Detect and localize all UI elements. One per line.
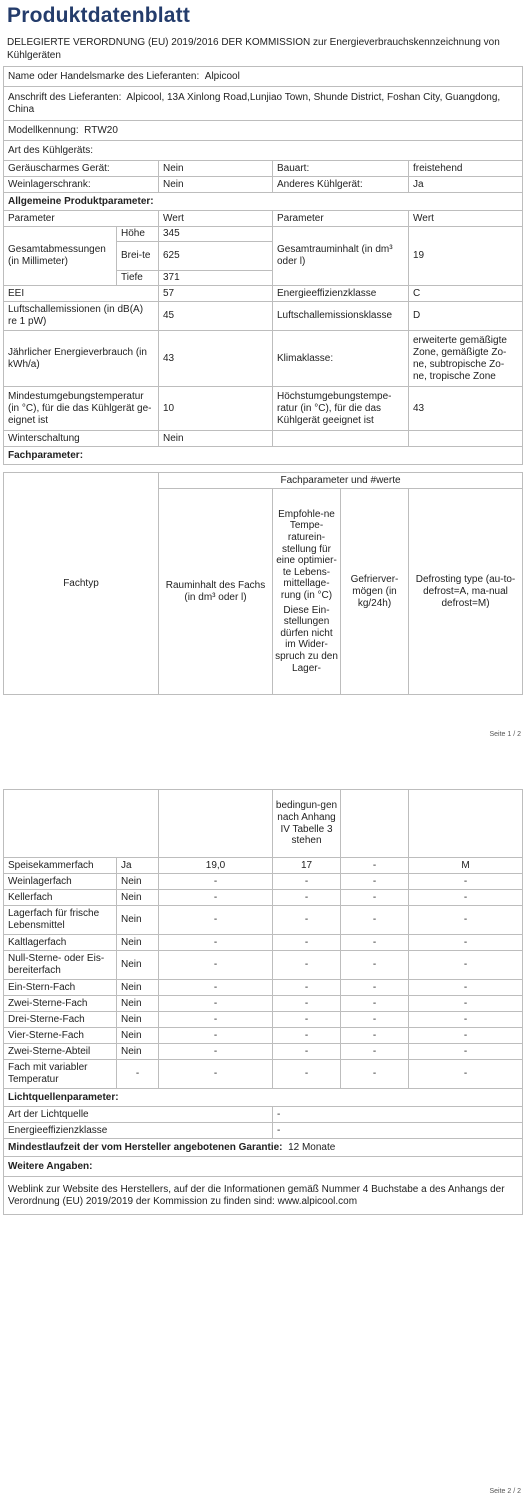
compartment-temp: - xyxy=(273,1012,341,1028)
compartment-row xyxy=(4,1012,523,1028)
datasheet-table-page2 xyxy=(3,789,523,1215)
winter-value: Nein xyxy=(159,431,273,447)
energy-value: 43 xyxy=(159,331,273,387)
compartment-row xyxy=(4,906,523,935)
compartment-row xyxy=(4,890,523,906)
device-type-header xyxy=(4,141,523,161)
further-header xyxy=(4,1157,523,1177)
compartment-name: Weinlagerfach xyxy=(4,874,117,890)
defrost-header-continued xyxy=(409,790,523,858)
warranty-row xyxy=(4,1139,523,1157)
min-temp-label: Mindestumgebungstemperatur (in °C), für die das Kühlgerät ge-eignet ist xyxy=(4,387,159,431)
temperature-row xyxy=(4,387,523,431)
supplier-row xyxy=(4,67,523,87)
low-noise-value: Nein xyxy=(159,161,273,177)
compartment-freeze: - xyxy=(341,1060,409,1089)
energy-label: Jährlicher Energieverbrauch (in kWh/a) xyxy=(4,331,159,387)
compartment-defrost: - xyxy=(409,1012,523,1028)
supplier-label: Name oder Handelsmarke des Lieferanten: xyxy=(8,70,200,82)
compartment-freeze: - xyxy=(341,858,409,874)
eec-value: C xyxy=(409,286,523,302)
compartment-defrost: - xyxy=(409,1028,523,1044)
compartment-present: Ja xyxy=(117,858,159,874)
compartment-freeze: - xyxy=(341,874,409,890)
compartment-freeze: - xyxy=(341,951,409,980)
compartment-temp: - xyxy=(273,890,341,906)
compartment-present: Nein xyxy=(117,874,159,890)
noise-class-label: Luftschallemissionsklasse xyxy=(273,302,409,331)
further-text-row xyxy=(4,1177,523,1215)
energy-row xyxy=(4,331,523,387)
compartment-name: Zwei-Sterne-Fach xyxy=(4,996,117,1012)
device-type-label: Art des Kühlgeräts: xyxy=(4,141,523,161)
compartment-group-row xyxy=(4,473,523,489)
compartment-volume: - xyxy=(159,874,273,890)
noise-value: 45 xyxy=(159,302,273,331)
depth-value: 371 xyxy=(159,271,273,286)
compartment-defrost: M xyxy=(409,858,523,874)
compartment-present: Nein xyxy=(117,890,159,906)
compartment-temp: - xyxy=(273,1044,341,1060)
compartment-name: Kaltlagerfach xyxy=(4,935,117,951)
compartment-volume: - xyxy=(159,1060,273,1089)
winter-empty xyxy=(273,431,409,447)
light-header xyxy=(4,1089,523,1107)
compartment-type-header: Fachtyp xyxy=(4,473,159,695)
warranty-value: 12 Monate xyxy=(288,1141,336,1153)
max-temp-label: Höchstumgebungstempe-ratur (in °C), für die das Kühlgerät geeignet ist xyxy=(273,387,409,431)
compartment-header-continued xyxy=(4,790,523,858)
compartment-present: Nein xyxy=(117,996,159,1012)
dims-label: Gesamtabmessungen (in Millimeter) xyxy=(4,227,117,286)
compartment-volume: - xyxy=(159,1044,273,1060)
other-appliance-value: Ja xyxy=(409,177,523,193)
compartment-defrost: - xyxy=(409,890,523,906)
height-value: 345 xyxy=(159,227,273,242)
compartment-group-header: Fachparameter und #werte xyxy=(159,473,523,489)
compartment-name: Ein-Stern-Fach xyxy=(4,980,117,996)
compartment-present: - xyxy=(117,1060,159,1089)
compartment-row xyxy=(4,980,523,996)
compartment-row xyxy=(4,951,523,980)
light-class-value: - xyxy=(273,1123,523,1139)
model-row xyxy=(4,121,523,141)
compartment-rows xyxy=(4,858,523,1089)
climate-label: Klimaklasse: xyxy=(273,331,409,387)
light-type-label: Art der Lichtquelle xyxy=(4,1107,273,1123)
general-column-headers xyxy=(4,211,523,227)
compartments-label: Fachparameter: xyxy=(4,447,523,465)
param-header-2: Parameter xyxy=(273,211,409,227)
value-header-2: Wert xyxy=(409,211,523,227)
model-label: Modellkennung: xyxy=(8,124,79,136)
compartment-volume: - xyxy=(159,1028,273,1044)
compartment-defrost: - xyxy=(409,951,523,980)
device-type-row-2 xyxy=(4,177,523,193)
winter-label: Winterschaltung xyxy=(4,431,159,447)
compartment-temp: - xyxy=(273,996,341,1012)
compartment-name: Speisekammerfach xyxy=(4,858,117,874)
general-header xyxy=(4,193,523,211)
compartment-temp: - xyxy=(273,1060,341,1089)
light-type-value: - xyxy=(273,1107,523,1123)
winter-empty-2 xyxy=(409,431,523,447)
compartment-name: Fach mit variabler Temperatur xyxy=(4,1060,117,1089)
compartment-freeze: - xyxy=(341,890,409,906)
compartment-volume: - xyxy=(159,996,273,1012)
compartment-present: Nein xyxy=(117,906,159,935)
compartment-present: Nein xyxy=(117,1028,159,1044)
volume-col-header: Rauminhalt des Fachs (in dm³ oder l) xyxy=(159,489,273,695)
compartment-name: Drei-Sterne-Fach xyxy=(4,1012,117,1028)
winter-row xyxy=(4,431,523,447)
compartment-row xyxy=(4,996,523,1012)
compartment-temp: 17 xyxy=(273,858,341,874)
compartment-defrost: - xyxy=(409,996,523,1012)
general-label: Allgemeine Produktparameter: xyxy=(4,193,523,211)
model-value: RTW20 xyxy=(84,124,118,136)
compartment-name: Lagerfach für frische Lebensmittel xyxy=(4,906,117,935)
compartment-defrost: - xyxy=(409,874,523,890)
climate-value: erweiterte gemäßigte Zone, gemäßigte Zo-ne, subtropische Zo-ne, tropische Zone xyxy=(409,331,523,387)
compartment-defrost: - xyxy=(409,1044,523,1060)
compartment-present: Nein xyxy=(117,935,159,951)
type-header-continued xyxy=(4,790,159,858)
temp-col-header xyxy=(273,489,341,695)
further-label: Weitere Angaben: xyxy=(4,1157,523,1177)
compartment-name: Vier-Sterne-Fach xyxy=(4,1028,117,1044)
compartment-present: Nein xyxy=(117,1012,159,1028)
compartment-freeze: - xyxy=(341,1044,409,1060)
compartment-freeze: - xyxy=(341,906,409,935)
other-appliance-label: Anderes Kühlgerät: xyxy=(273,177,409,193)
compartment-volume: - xyxy=(159,890,273,906)
compartment-present: Nein xyxy=(117,951,159,980)
page-2 xyxy=(0,744,525,1500)
compartment-header-table xyxy=(3,472,523,695)
compartment-row xyxy=(4,1028,523,1044)
defrost-col-header: Defrosting type (au-to-defrost=A, ma-nual defrost=M) xyxy=(409,489,523,695)
compartment-row xyxy=(4,1060,523,1089)
temp-col-header-part-3: bedingun-gen nach Anhang IV Tabelle 3 stehen xyxy=(273,790,341,858)
address-label: Anschrift des Lieferanten: xyxy=(8,91,122,103)
min-temp-value: 10 xyxy=(159,387,273,431)
compartment-freeze: - xyxy=(341,980,409,996)
compartment-defrost: - xyxy=(409,906,523,935)
datasheet-table-page1 xyxy=(3,66,523,465)
compartment-temp: - xyxy=(273,906,341,935)
wine-cabinet-value: Nein xyxy=(159,177,273,193)
compartment-volume: - xyxy=(159,935,273,951)
compartment-temp: - xyxy=(273,935,341,951)
height-label: Höhe xyxy=(117,227,159,242)
light-class-row xyxy=(4,1123,523,1139)
page-title: Produktdatenblatt xyxy=(7,4,191,27)
compartment-temp: - xyxy=(273,951,341,980)
temp-col-header-part-2: Diese Ein-stellungen dürfen nicht im Wider-spruch zu den Lager- xyxy=(275,604,338,674)
page-number-2: Seite 2 / 2 xyxy=(489,1488,521,1495)
compartment-temp: - xyxy=(273,874,341,890)
temp-col-header-part-1: Empfohle-ne Tempe-raturein-stellung für eine optimier-te Lebens-mittellage-rung (in °C) xyxy=(276,508,337,601)
eec-label: Energieeffizienzklasse xyxy=(273,286,409,302)
depth-label: Tiefe xyxy=(117,271,159,286)
compartment-freeze: - xyxy=(341,1012,409,1028)
compartment-temp: - xyxy=(273,980,341,996)
compartment-volume: - xyxy=(159,1012,273,1028)
compartment-temp: - xyxy=(273,1028,341,1044)
noise-row xyxy=(4,302,523,331)
warranty-label: Mindestlaufzeit der vom Hersteller angebotenen Garantie: xyxy=(8,1141,283,1153)
compartment-volume: - xyxy=(159,980,273,996)
compartment-name: Kellerfach xyxy=(4,890,117,906)
dims-row-height xyxy=(4,227,523,242)
param-header: Parameter xyxy=(4,211,159,227)
width-label: Brei-te xyxy=(117,242,159,271)
compartment-volume: - xyxy=(159,906,273,935)
volume-label: Gesamtrauminhalt (in dm³ oder l) xyxy=(273,227,409,286)
compartment-freeze: - xyxy=(341,935,409,951)
eei-label: EEI xyxy=(4,286,159,302)
compartment-present: Nein xyxy=(117,980,159,996)
wine-cabinet-label: Weinlagerschrank: xyxy=(4,177,159,193)
compartment-defrost: - xyxy=(409,935,523,951)
page-number-1: Seite 1 / 2 xyxy=(489,731,521,738)
compartments-header xyxy=(4,447,523,465)
volume-header-continued xyxy=(159,790,273,858)
light-class-label: Energieeffizienzklasse xyxy=(4,1123,273,1139)
noise-label: Luftschallemissionen (in dB(A) re 1 pW) xyxy=(4,302,159,331)
volume-value: 19 xyxy=(409,227,523,286)
device-type-row-1 xyxy=(4,161,523,177)
light-label: Lichtquellenparameter: xyxy=(4,1089,523,1107)
further-text: Weblink zur Website des Herstellers, auf der die Informationen gemäß Nummer 4 Buchstabe a des Anhangs der Verordnung (EU) 2019/2019 der Kommission zu finden sind: www.alpicool.com xyxy=(4,1177,523,1215)
noise-class-value: D xyxy=(409,302,523,331)
compartment-defrost: - xyxy=(409,1060,523,1089)
compartment-volume: 19,0 xyxy=(159,858,273,874)
compartment-name: Zwei-Sterne-Abteil xyxy=(4,1044,117,1060)
supplier-value: Alpicool xyxy=(204,70,240,82)
value-header: Wert xyxy=(159,211,273,227)
page-1 xyxy=(0,0,525,744)
compartment-freeze: - xyxy=(341,1028,409,1044)
max-temp-value: 43 xyxy=(409,387,523,431)
compartment-row xyxy=(4,874,523,890)
width-value: 625 xyxy=(159,242,273,271)
eei-row xyxy=(4,286,523,302)
compartment-name: Null-Sterne- oder Eis-bereiterfach xyxy=(4,951,117,980)
design-value: freistehend xyxy=(409,161,523,177)
compartment-freeze: - xyxy=(341,996,409,1012)
eei-value: 57 xyxy=(159,286,273,302)
freeze-header-continued xyxy=(341,790,409,858)
address-row xyxy=(4,87,523,121)
compartment-defrost: - xyxy=(409,980,523,996)
regulation-subtitle: DELEGIERTE VERORDNUNG (EU) 2019/2016 DER KOMMISSION zur Energieverbrauchskennzeichnung von Kühlgeräten xyxy=(7,37,500,61)
address-value: Alpicool, 13A Xinlong Road,Lunjiao Town, Shunde District, Foshan City, Guangdong, China xyxy=(8,91,501,115)
compartment-row xyxy=(4,858,523,874)
design-label: Bauart: xyxy=(273,161,409,177)
compartment-row xyxy=(4,935,523,951)
low-noise-label: Geräuscharmes Gerät: xyxy=(4,161,159,177)
compartment-row xyxy=(4,1044,523,1060)
light-type-row xyxy=(4,1107,523,1123)
compartment-present: Nein xyxy=(117,1044,159,1060)
freeze-col-header: Gefrierver-mögen (in kg/24h) xyxy=(341,489,409,695)
compartment-volume: - xyxy=(159,951,273,980)
